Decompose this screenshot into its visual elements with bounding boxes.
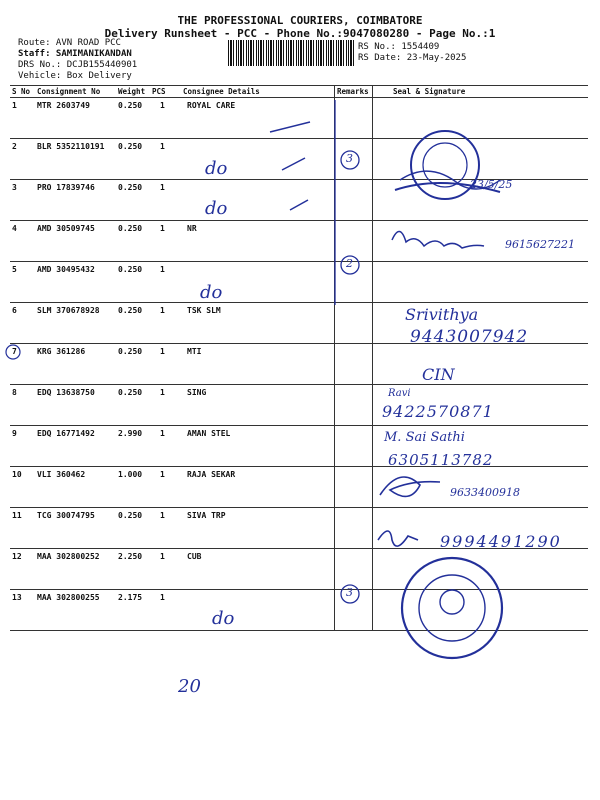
- col-header-consignee: Consignee Details: [183, 87, 260, 96]
- row-sno: 13: [12, 593, 22, 602]
- col-header-signature: Seal & Signature: [393, 87, 466, 96]
- bottom-note: 20: [178, 676, 201, 697]
- ditto-mark: do: [212, 608, 235, 629]
- row-pcs: 1: [160, 142, 165, 151]
- col-header-consignment: Consignment No: [37, 87, 101, 96]
- rs-date: RS Date: 23-May-2025: [358, 53, 467, 63]
- signature-phone: 9633400918: [450, 486, 520, 499]
- row-consignee: MTI: [187, 347, 202, 356]
- row-consignment-no: BLR 5352110191: [37, 142, 105, 151]
- row-consignment-no: EDQ 16771492: [37, 429, 95, 438]
- row-consignment-no: KRG 361286: [37, 347, 86, 356]
- row-weight: 0.250: [118, 101, 143, 110]
- runsheet-subtitle: Delivery Runsheet - PCC - Phone No.:9047080280 - Page No.:1: [104, 27, 496, 40]
- col-header-sno: S No: [12, 87, 31, 96]
- row-consignee: NR: [187, 224, 197, 233]
- row-consignee: TSK SLM: [187, 306, 221, 315]
- row-weight: 2.250: [118, 552, 143, 561]
- row-weight: 0.250: [118, 306, 143, 315]
- signature-name: M. Sai Sathi: [384, 430, 465, 445]
- row-pcs: 1: [160, 306, 165, 315]
- bank-seal-stamp: [402, 558, 502, 658]
- signature-row-10: [380, 477, 440, 496]
- row-pcs: 1: [160, 593, 165, 602]
- remark-number: 3: [346, 152, 353, 165]
- ditto-mark: do: [205, 158, 228, 179]
- row-pcs: 1: [160, 224, 165, 233]
- tick-mark: [282, 158, 305, 170]
- row-pcs: 1: [160, 101, 165, 110]
- row-sno: 1: [12, 101, 17, 110]
- row-pcs: 1: [160, 470, 165, 479]
- row-sno: 2: [12, 142, 17, 151]
- row-weight: 0.250: [118, 183, 143, 192]
- signature-phone: 9443007942: [410, 327, 529, 347]
- row-consignee: SIVA TRP: [187, 511, 226, 520]
- remark-number: 3: [346, 586, 353, 599]
- row-consignee: RAJA SEKAR: [187, 470, 236, 479]
- sno-circle: [6, 345, 20, 359]
- row-consignment-no: TCG 30074795: [37, 511, 95, 520]
- row-pcs: 1: [160, 347, 165, 356]
- row-weight: 0.250: [118, 142, 143, 151]
- signature-row-4: [392, 231, 484, 248]
- staff-label: Staff: SAMIMANIKANDAN: [18, 49, 132, 59]
- row-consignment-no: PRO 17839746: [37, 183, 95, 192]
- row-consignee: SING: [187, 388, 207, 397]
- row-consignment-no: AMD 30509745: [37, 224, 95, 233]
- remark-number: 2: [346, 257, 353, 270]
- tick-mark: [270, 122, 310, 132]
- row-sno: 10: [12, 470, 22, 479]
- row-sno: 11: [12, 511, 22, 520]
- row-consignment-no: AMD 30495432: [37, 265, 95, 274]
- row-sno: 9: [12, 429, 17, 438]
- row-consignment-no: MAA 302800255: [37, 593, 100, 602]
- col-header-remarks: Remarks: [337, 87, 369, 96]
- row-consignee: ROYAL CARE: [187, 101, 236, 110]
- row-pcs: 1: [160, 388, 165, 397]
- row-consignment-no: EDQ 13638750: [37, 388, 95, 397]
- signature-row-11: [378, 531, 418, 546]
- row-sno: 3: [12, 183, 17, 192]
- col-header-weight: Weight: [118, 87, 146, 96]
- row-pcs: 1: [160, 265, 165, 274]
- row-weight: 0.250: [118, 265, 143, 274]
- row-consignment-no: SLM 370678928: [37, 306, 100, 315]
- signature-phone: 9615627221: [505, 238, 575, 251]
- ditto-mark: do: [200, 282, 223, 303]
- row-consignment-no: MAA 302800252: [37, 552, 100, 561]
- route-label: Route: AVN ROAD PCC: [18, 38, 121, 48]
- row-pcs: 1: [160, 552, 165, 561]
- row-consignee: CUB: [187, 552, 202, 561]
- row-weight: 0.250: [118, 224, 143, 233]
- vehicle-label: Vehicle: Box Delivery: [18, 71, 132, 81]
- signature-phone: 9422570871: [382, 402, 494, 421]
- row-consignment-no: VLI 360462: [37, 470, 86, 479]
- row-weight: 0.250: [118, 347, 143, 356]
- rs-number: RS No.: 1554409: [358, 42, 440, 52]
- tick-mark: [290, 200, 308, 210]
- row-sno: 4: [12, 224, 17, 233]
- row-weight: 1.000: [118, 470, 143, 479]
- company-title: THE PROFESSIONAL COURIERS, COIMBATORE: [177, 14, 423, 27]
- signature-name: Ravi: [388, 388, 411, 399]
- row-pcs: 1: [160, 511, 165, 520]
- row-sno: 7: [12, 347, 17, 356]
- row-weight: 0.250: [118, 388, 143, 397]
- ditto-mark: do: [205, 198, 228, 219]
- signature-phone: 6305113782: [388, 451, 494, 469]
- col-header-pcs: PCS: [152, 87, 166, 96]
- row-consignee: AMAN STEL: [187, 429, 231, 438]
- row-sno: 6: [12, 306, 17, 315]
- row-sno: 12: [12, 552, 22, 561]
- signature-phone: 9994491290: [440, 532, 562, 551]
- drs-number: DRS No.: DCJB155440901: [18, 60, 138, 70]
- row-consignment-no: MTR 2603749: [37, 101, 90, 110]
- row-pcs: 1: [160, 183, 165, 192]
- row-weight: 2.990: [118, 429, 143, 438]
- row-sno: 5: [12, 265, 17, 274]
- row-weight: 0.250: [118, 511, 143, 520]
- row-weight: 2.175: [118, 593, 143, 602]
- signature-name: CIN: [422, 365, 455, 384]
- row-sno: 8: [12, 388, 17, 397]
- row-pcs: 1: [160, 429, 165, 438]
- signature-date: 23/5/25: [470, 178, 513, 191]
- signature-name: Srivithya: [405, 305, 479, 324]
